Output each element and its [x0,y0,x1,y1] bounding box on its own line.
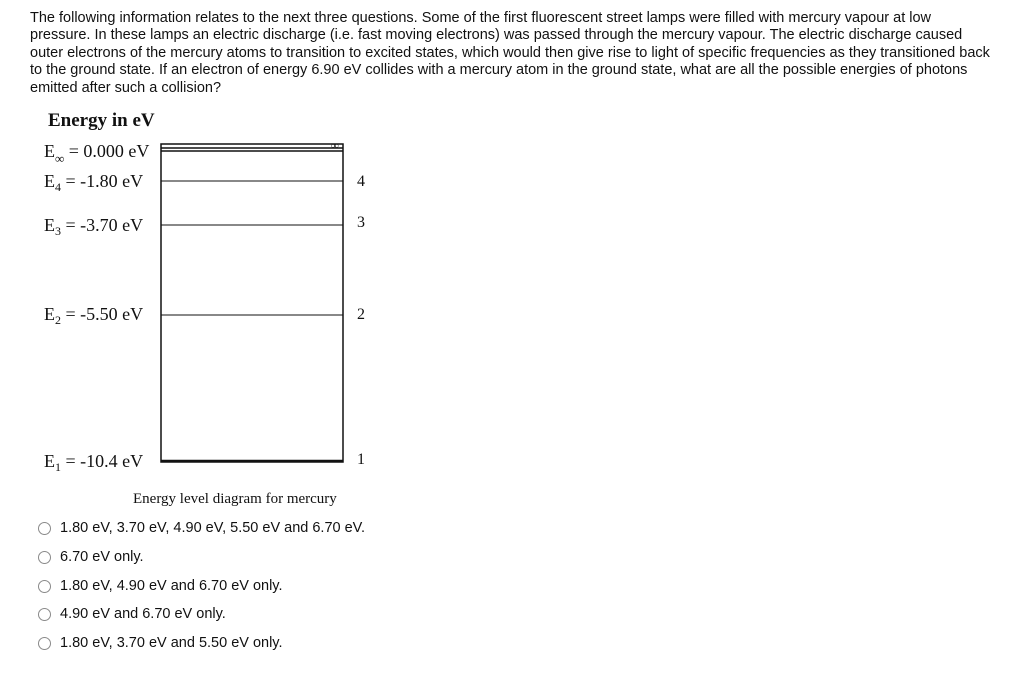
radio-button[interactable] [38,522,51,535]
diagram-frame [161,144,343,462]
answer-option-1[interactable] [38,520,365,536]
level-label-1: $E_1 = -10.4$ eV [44,451,144,474]
radio-button[interactable] [38,637,51,650]
answer-option-label: 6.70 eV only. [60,549,144,565]
level-number-2: 2 [357,306,365,323]
level-label-3: $E_3 = -3.70$ eV [44,215,144,238]
level-number-inf: ∞ [331,140,339,152]
answer-option-5[interactable] [38,635,283,651]
answer-option-3[interactable] [38,578,283,594]
question-text: The following information relates to the next three questions. Some of the first fluorescent street lamps were filled with mercury vapour at low pressure. In these lamps an electric discharge (i.e. fast moving electrons) was passed through the mercury vapour. The electric discharge caused outer electrons of the mercury atoms to transition to excited states, which would then give rise to light of specific frequencies as they transitioned back to the ground state. If an electron of energy 6.90 eV collides with a mercury atom in the ground state, what are all the possible energies of photons emitted after such a collision? [30,10,990,96]
level-number-1: 1 [357,451,365,468]
answer-option-label: 1.80 eV, 3.70 eV and 5.50 eV only. [60,635,283,651]
level-number-3: 3 [357,214,365,231]
diagram-heading: Energy in eV [48,110,155,131]
answer-option-4[interactable] [38,606,226,622]
level-label-inf: $E_\infty = 0.000$ eV [44,141,150,166]
answer-option-label: 1.80 eV, 3.70 eV, 4.90 eV, 5.50 eV and 6.70 eV. [60,520,366,536]
level-number-4: 4 [357,173,365,190]
answer-option-2[interactable] [38,549,144,565]
answer-option-label: 1.80 eV, 4.90 eV and 6.70 eV only. [60,578,283,594]
diagram-caption: Energy level diagram for mercury [133,491,337,507]
radio-button[interactable] [38,580,51,593]
radio-button[interactable] [38,551,51,564]
level-label-4: $E_4 = -1.80$ eV [44,171,144,194]
radio-button[interactable] [38,608,51,621]
level-label-2: $E_2 = -5.50$ eV [44,304,144,327]
answer-option-label: 4.90 eV and 6.70 eV only. [60,606,226,622]
